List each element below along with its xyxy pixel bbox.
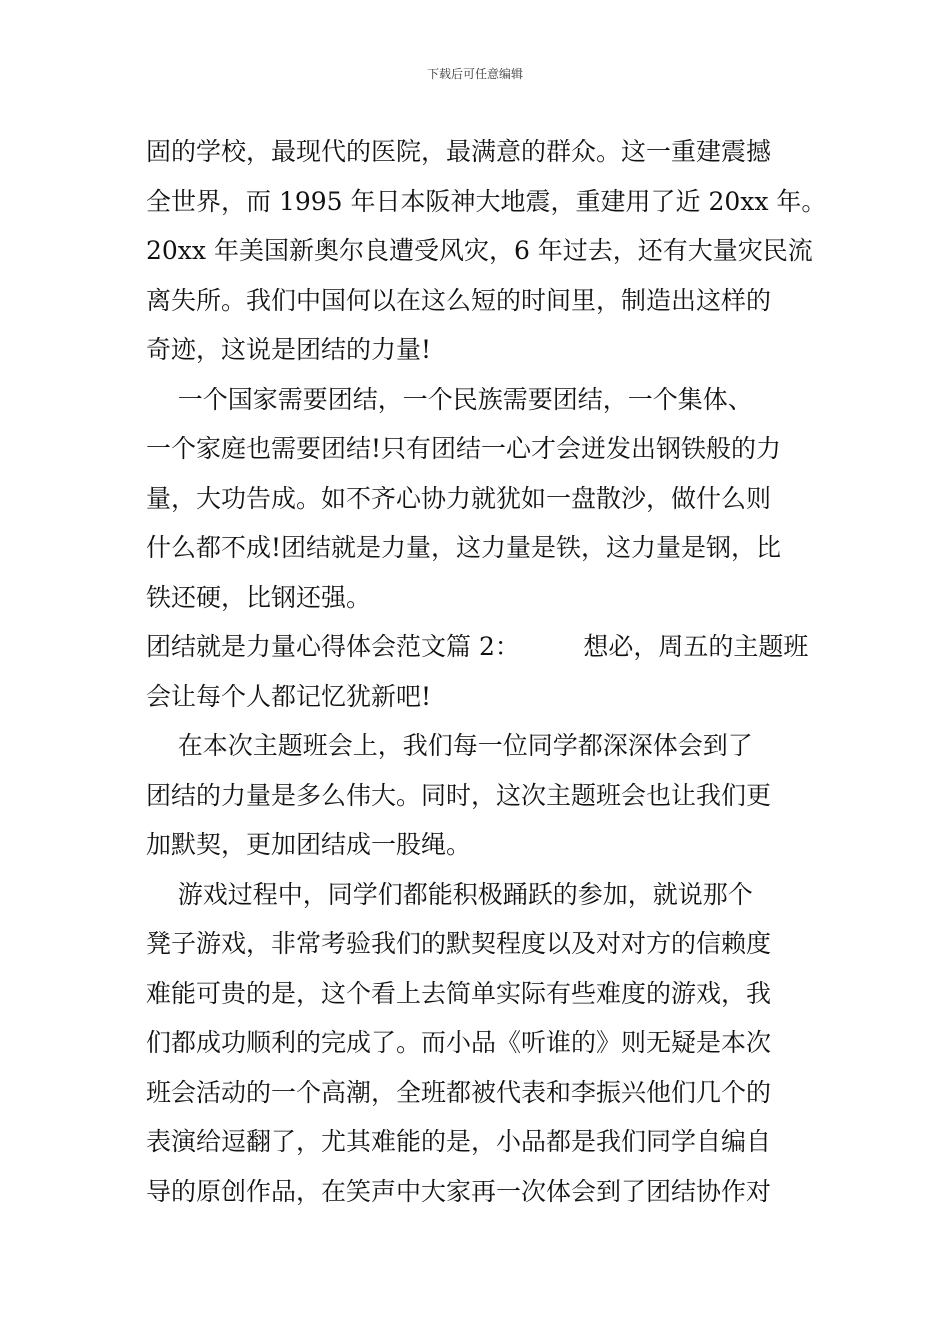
- text-line: 游戏过程中，同学们都能积极踊跃的参加，就说那个: [146, 879, 753, 909]
- text-line: 全世界，而 1995 年日本阪神大地震，重建用了近 20xx 年。: [146, 186, 827, 216]
- text-line: 离失所。我们中国何以在这么短的时间里，制造出这样的: [146, 285, 772, 315]
- text-line: 们都成功顺利的完成了。而小品《听谁的》则无疑是本次: [146, 1028, 772, 1057]
- text-line: 会让每个人都记忆犹新吧!: [146, 681, 432, 711]
- text-line: 凳子游戏，非常考验我们的默契程度以及对对方的信赖度: [146, 929, 772, 958]
- text-line: 表演给逗翻了，尤其难能的是，小品都是我们同学自编自: [146, 1127, 772, 1156]
- text-line: 量，大功告成。如不齐心协力就犹如一盘散沙，做什么则: [146, 483, 772, 513]
- document-body: [146, 127, 827, 1216]
- page-header: 下载后可任意编辑: [426, 67, 523, 81]
- text-line: 团结的力量是多么伟大。同时，这次主题班会也让我们更: [146, 780, 772, 810]
- section-heading-line: 团结就是力量心得体会范文篇 2： 想必，周五的主题班: [146, 632, 809, 661]
- text-line: 固的学校，最现代的医院，最满意的群众。这一重建震撼: [146, 137, 772, 166]
- text-line: 20xx 年美国新奥尔良遭受风灾，6 年过去，还有大量灾民流: [146, 236, 813, 265]
- text-line: 奇迹，这说是团结的力量!: [146, 335, 432, 364]
- text-line: 加默契，更加团结成一股绳。: [146, 830, 472, 859]
- text-line: 导的原创作品，在笑声中大家再一次体会到了团结协作对: [146, 1176, 772, 1206]
- text-line: 一个国家需要团结，一个民族需要团结，一个集体、: [146, 384, 753, 414]
- text-line: 难能可贵的是，这个看上去简单实际有些难度的游戏，我: [146, 978, 772, 1008]
- text-line: 铁还硬，比钢还强。: [146, 582, 372, 612]
- text-line: 一个家庭也需要团结!只有团结一心才会迸发出钢铁般的力: [146, 434, 782, 463]
- text-line: 班会活动的一个高潮，全班都被代表和李振兴他们几个的: [146, 1077, 772, 1107]
- text-line: 在本次主题班会上，我们每一位同学都深深体会到了: [146, 731, 753, 760]
- text-line: 什么都不成!团结就是力量，这力量是铁，这力量是钢，比: [146, 533, 782, 562]
